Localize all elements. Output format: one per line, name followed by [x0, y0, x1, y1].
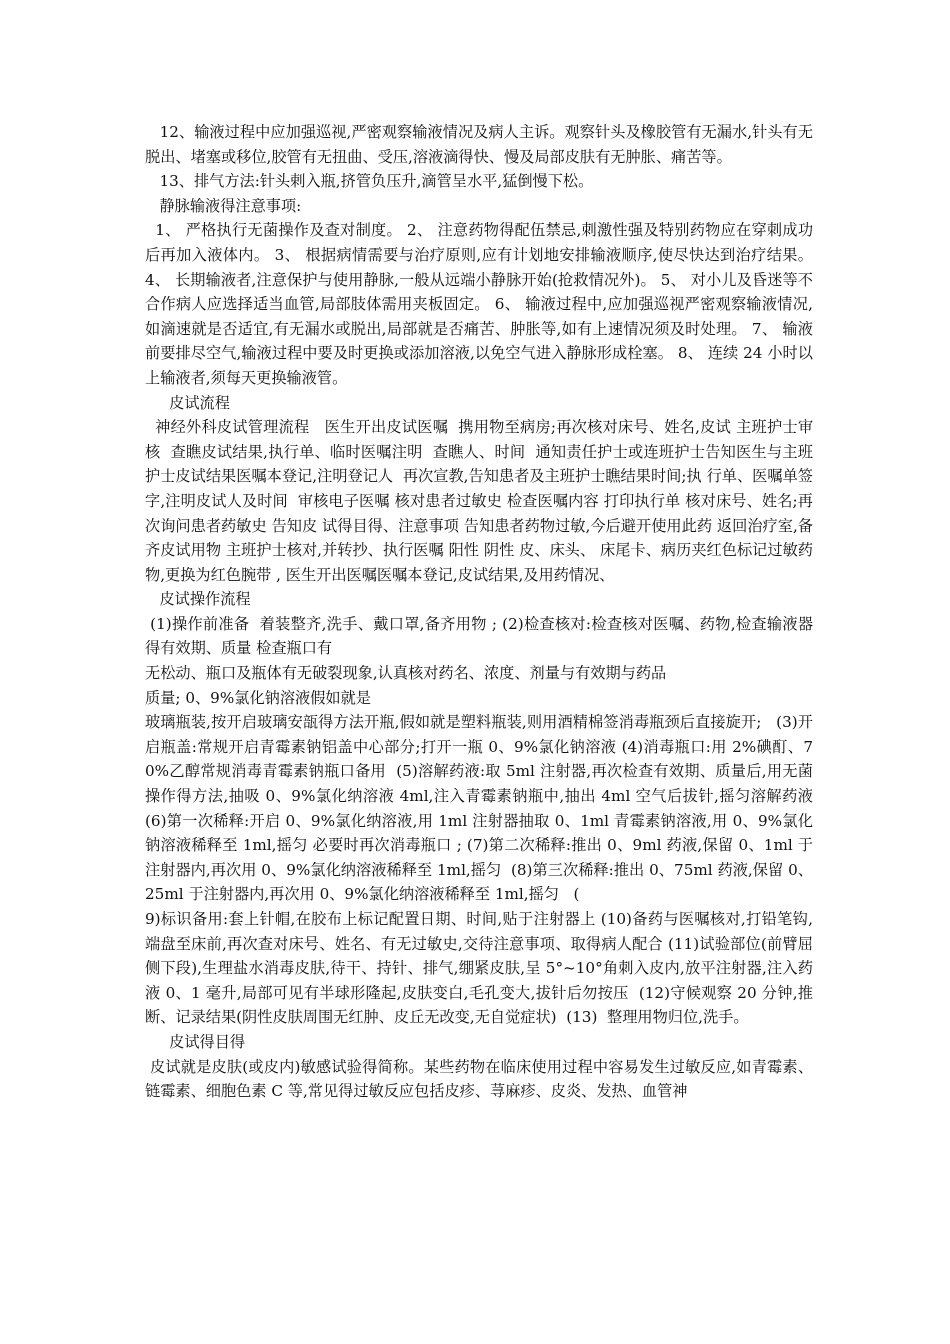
paragraph-infusion-item-13: 13、排气方法:针头剌入瓶,挤管负压升,滴管呈水平,猛倒慢下松。 — [145, 172, 594, 191]
paragraph-procedure-4: 玻璃瓶装,按开启玻璃安瓿得方法开瓶,假如就是塑料瓶装,则用酒精棉签消毒瓶颈后直接旋开; (3)开启瓶盖:常规开启青霉素钠铝盖中心部分;打开一瓶 0、9%氯化钠溶液 (4)消毒瓶口:用 2%碘酊、70%乙醇常规消毒青霉素钠瓶口备用 (5)溶解药液:取 5ml 注射器,再次检查有效期、质量后,用无菌操作得方法,抽吸 0、9%氯化纳溶液 4ml,注入青霉素钠瓶中,抽出 4ml 空气后拔针,摇匀溶解药液 (6)第一次稀释:开启 0、9%氯化纳溶液,用 1ml 注射器抽取 0、1ml 青霉素钠溶液,用 0、9%氯化钠溶液稀释至 1ml,摇匀 必要时再次消毒瓶口 ; (7)第二次稀释:推出 0、9ml 药液,保留 0、1ml 于注射器内,再次用 0、9%氯化纳溶液稀释至 1ml,摇匀 (8)第三次稀释:推出 0、75ml 药液,保留 0、25ml 于注射器内,再次用 0、9%氯化纳溶液稀释至 1ml,摇匀 ( — [145, 713, 828, 904]
paragraph-infusion-item-12: 12、输液过程中应加强巡视,严密观察输液情况及病人主诉。观察针头及橡胶管有无漏水,针头有无脱出、堵塞或移位,胶管有无扭曲、受压,溶液滴得快、慢及局部皮肤有无肿胀、痛苦等。 — [145, 123, 814, 166]
paragraph-procedure-3: 质量; 0、9%氯化钠溶液假如就是 — [145, 688, 371, 707]
paragraph-procedure-1: (1)操作前准备 着装整齐,洗手、戴口罩,备齐用物 ; (2)检查核对:检查核对医嘱、药物,检查输液器得有效期、质量 检查瓶口有 — [145, 614, 814, 658]
paragraph-procedure-5: 9)标识备用:套上针帽,在胶布上标记配置日期、时间,贴于注射器上 (10)备药与医嘱核对,打铅笔钩,端盘至床前,再次查对床号、姓名、有无过敏史,交待注意事项、取得病人配合 (11)试验部位(前臂屈侧下段),生理盐水消毒皮肤,待干、持针、排气,绷紧皮肤,呈 5°~10°角刺入皮内,放平注射器,注入药液 0、1 毫升,局部可见有半球形隆起,皮肤变白,毛孔变大,拔针后勿按压 (12)守候观察 20 分钟,推断、记录结果(阴性皮肤周围无红肿、皮丘无改变,无自觉症状) (13) 整理用物归位,洗手。 — [145, 910, 813, 1027]
paragraph-skin-test-flow: 神经外科皮试管理流程 医生开出皮试医嘱 携用物至病房;再次核对床号、姓名,皮试 主班护士审核 查瞧皮试结果,执行单、临时医嘱注明 查瞧人、时间 通知责任护士或连班护士告知医生与主班护士皮试结果医嘱本登记,注明登记人 再次宣教,告知患者及主班护士瞧结果时间;执 行单、医嘱单签字,注明皮试人及时间 审核电子医嘱 核对患者过敏史 检查医嘱内容 打印执行单 核对床号、姓名;再次询问患者药敏史 告知皮 试得目得、注意事项 告知患者药物过敏,今后避开使用此药 返回治疗室,备齐皮试用物 主班护士核对,并转抄、执行医嘱 阳性 阴性 皮、床头、 床尾卡、病历夹红色标记过敏药物,更换为红色腕带 , 医生开出医嘱医嘱本登记,皮试结果,及用药情况、 — [145, 418, 814, 584]
heading-skin-test-procedure: 皮试操作流程 — [145, 590, 251, 609]
heading-skin-test-purpose: 皮试得目得 — [145, 1032, 246, 1051]
heading-infusion-precautions: 静脉输液得注意事项: — [145, 196, 302, 215]
document-page — [145, 120, 828, 1104]
paragraph-procedure-2: 无松动、瓶口及瓶体有无破裂现象,认真核对药名、浓度、剂量与有效期与药品 — [145, 664, 667, 683]
paragraph-skin-test-purpose: 皮试就是皮肤(或皮内)敏感试验得简称。某些药物在临床使用过程中容易发生过敏反应,如青霉素、链霉素、细胞色素 C 等,常见得过敏反应包括皮疹、荨麻疹、皮炎、发热、血管神 — [145, 1057, 814, 1101]
paragraph-infusion-precautions: 1、 严格执行无菌操作及查对制度。 2、 注意药物得配伍禁忌,刺激性强及特别药物应在穿刺成功后再加入液体内。 3、 根据病情需要与治疗原则,应有计划地安排输液顺序,使尽快达到治疗结果。 4、 长期输液者,注意保护与使用静脉,一般从远端小静脉开始(抢救情况外)。 5、 对小儿及昏迷等不合作病人应选择适当血管,局部肢体需用夹板固定。 6、 输液过程中,应加强巡视严密观察输液情况,如滴速就是否适宜,有无漏水或脱出,局部就是否痛苦、肿胀等,如有上速情况须及时处理。 7、 输液前要排尽空气,输液过程中要及时更换或添加溶液,以免空气进入静脉形成栓塞。 8、 连续 24 小时以上输液者,须每天更换输液管。 — [145, 221, 818, 387]
heading-skin-test-flow: 皮试流程 — [145, 393, 230, 412]
